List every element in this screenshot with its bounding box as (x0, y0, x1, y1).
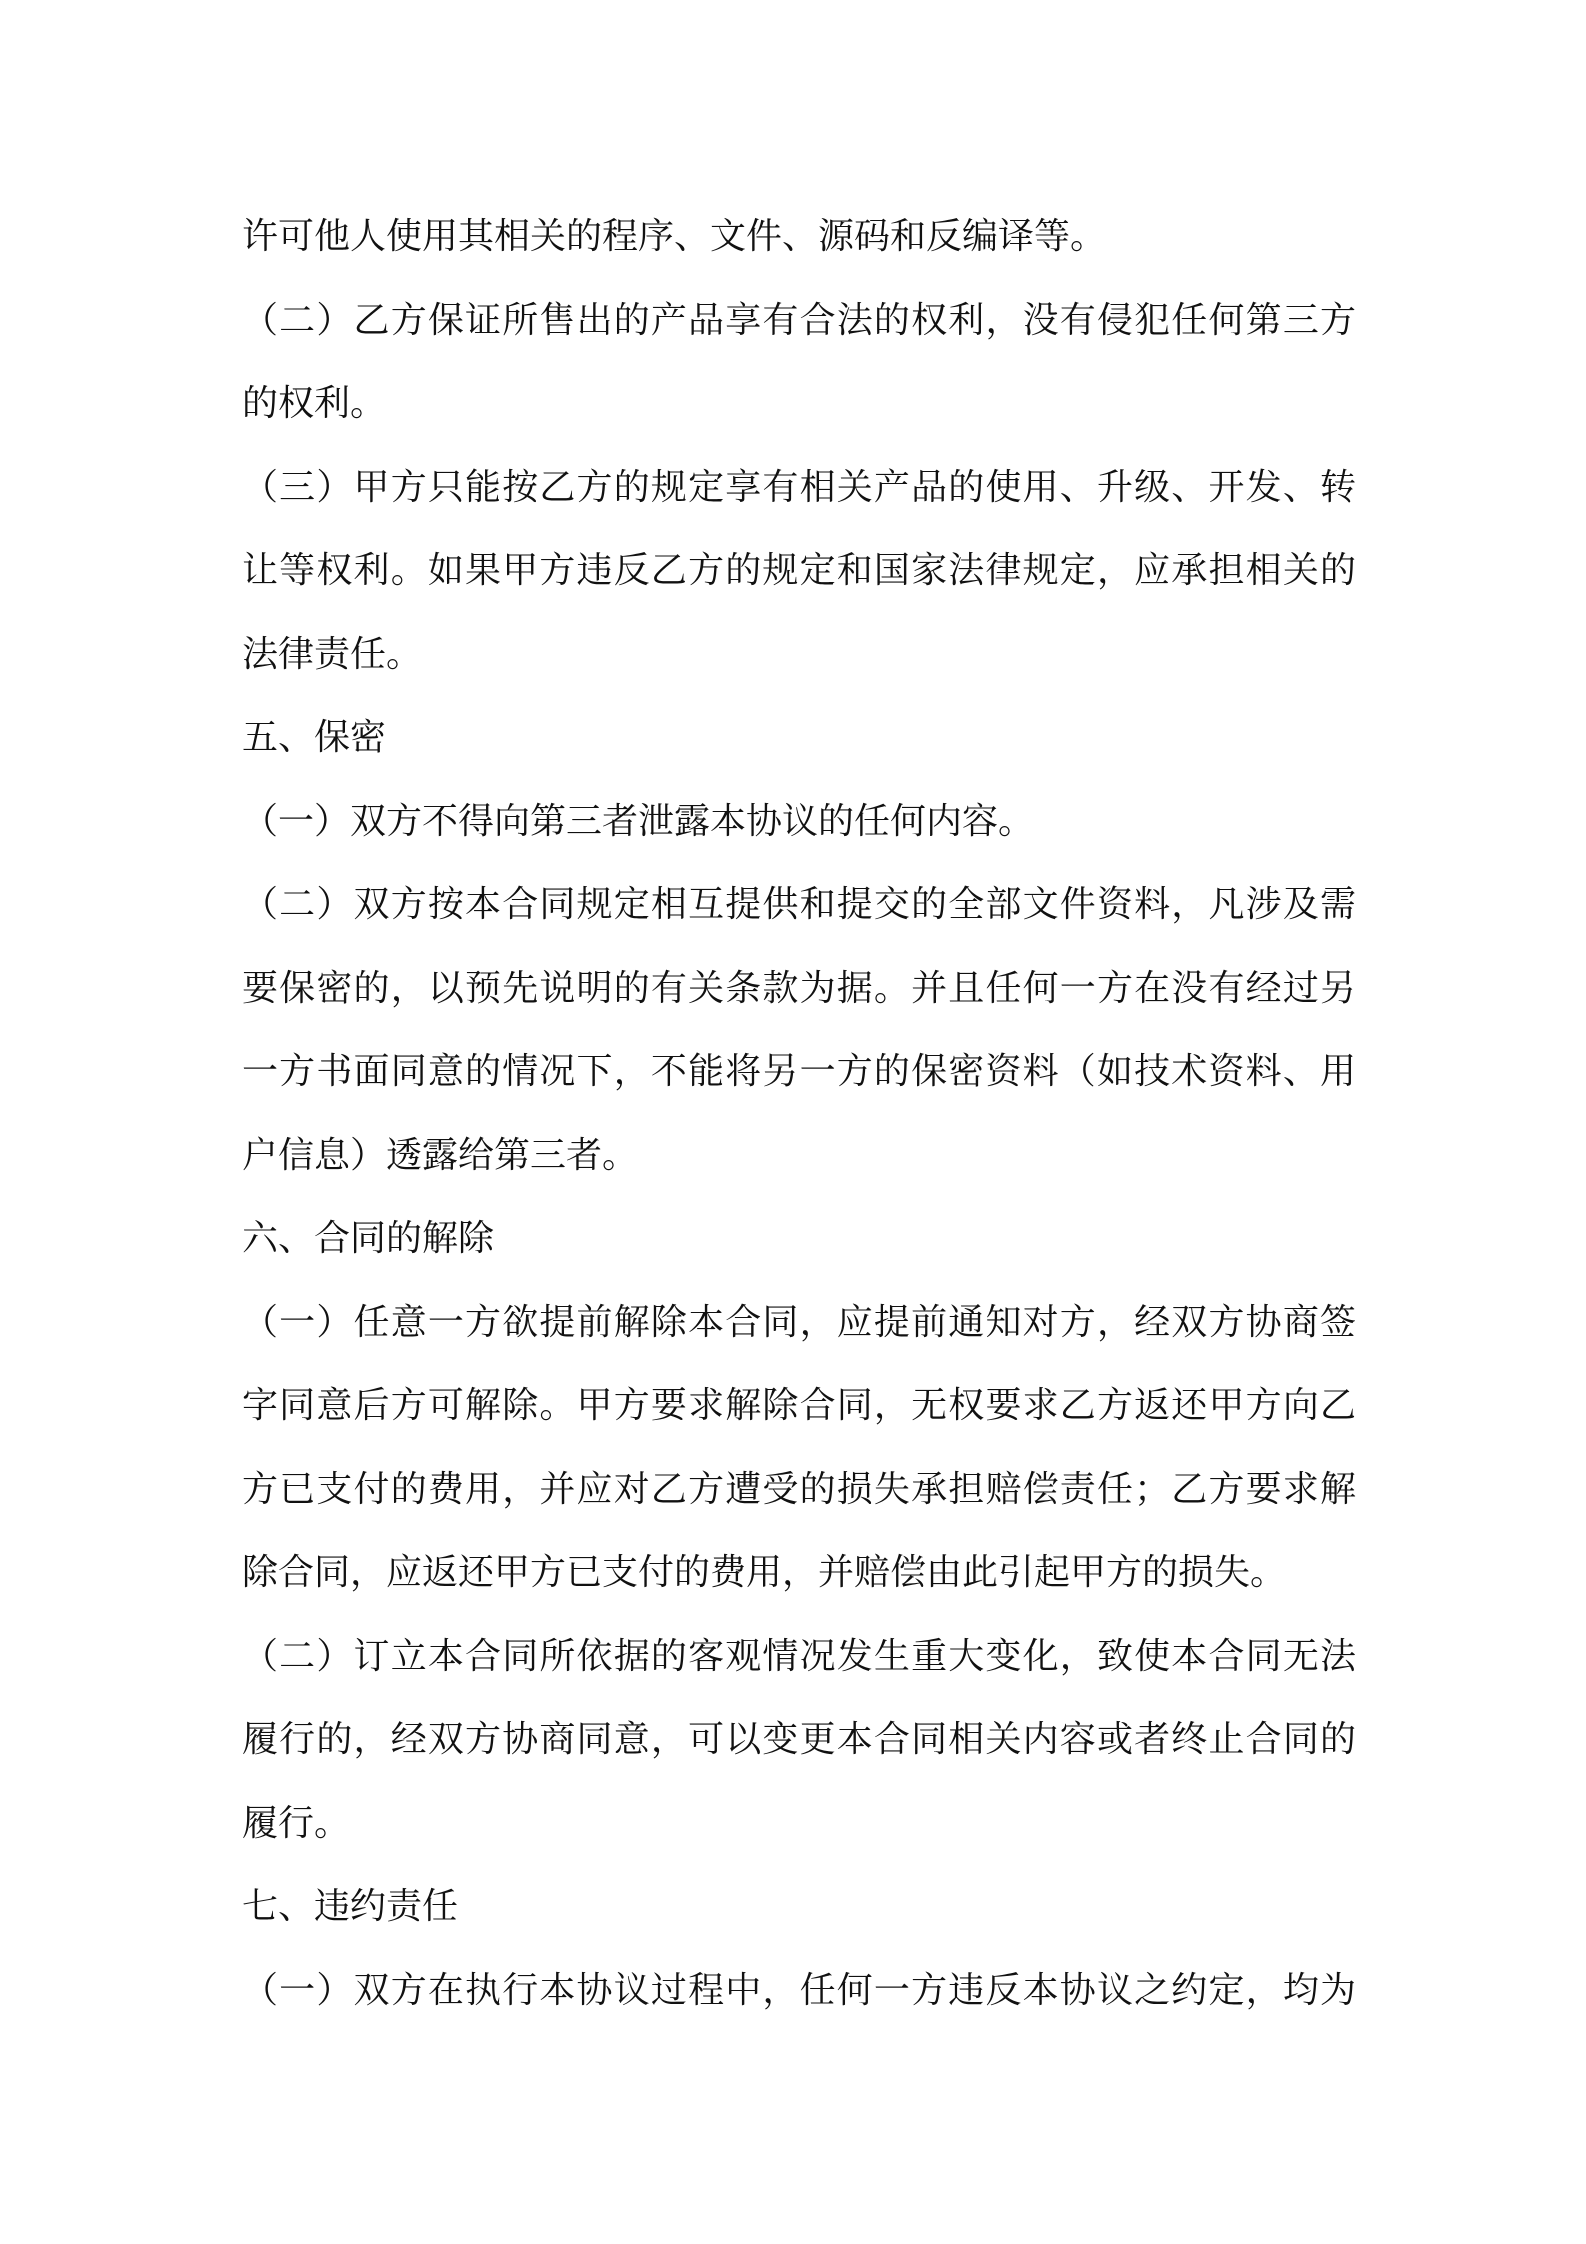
text-line: （二）订立本合同所依据的客观情况发生重大变化，致使本合同无法 (242, 1635, 1356, 1677)
section-heading: 七、违约责任 (242, 1886, 459, 1927)
section-heading: 六、合同的解除 (242, 1218, 495, 1259)
text-line: 户信息）透露给第三者。 (242, 1134, 639, 1176)
text-line: 让等权利。如果甲方违反乙方的规定和国家法律规定，应承担相关的 (242, 550, 1356, 591)
text-line: 履行。 (242, 1802, 351, 1844)
text-line: 除合同，应返还甲方已支付的费用，并赔偿由此引起甲方的损失。 (242, 1552, 1287, 1593)
text-line: （一）任意一方欲提前解除本合同，应提前通知对方，经双方协商签 (242, 1301, 1356, 1343)
text-line: 法律责任。 (242, 633, 423, 675)
text-line: 字同意后方可解除。甲方要求解除合同，无权要求乙方返还甲方向乙 (242, 1385, 1356, 1426)
text-line: 一方书面同意的情况下，不能将另一方的保密资料（如技术资料、用 (242, 1051, 1356, 1092)
text-line: （二）乙方保证所售出的产品享有合法的权利，没有侵犯任何第三方 (242, 299, 1356, 341)
text-line: 许可他人使用其相关的程序、文件、源码和反编译等。 (242, 216, 1107, 257)
text-line: （一）双方不得向第三者泄露本协议的任何内容。 (242, 800, 1035, 842)
text-line: （二）双方按本合同规定相互提供和提交的全部文件资料，凡涉及需 (242, 884, 1356, 925)
text-line: 要保密的，以预先说明的有关条款为据。并且任何一方在没有经过另 (242, 967, 1356, 1009)
document-body (242, 195, 1356, 2032)
text-line: 方已支付的费用，并应对乙方遭受的损失承担赔偿责任；乙方要求解 (242, 1468, 1356, 1510)
text-line: 履行的，经双方协商同意，可以变更本合同相关内容或者终止合同的 (242, 1719, 1356, 1760)
section-heading: 五、保密 (242, 717, 387, 758)
text-line: 的权利。 (242, 383, 387, 424)
text-line: （三）甲方只能按乙方的规定享有相关产品的使用、升级、开发、转 (242, 466, 1356, 508)
text-line: （一）双方在执行本协议过程中，任何一方违反本协议之约定，均为 (242, 1969, 1356, 2011)
